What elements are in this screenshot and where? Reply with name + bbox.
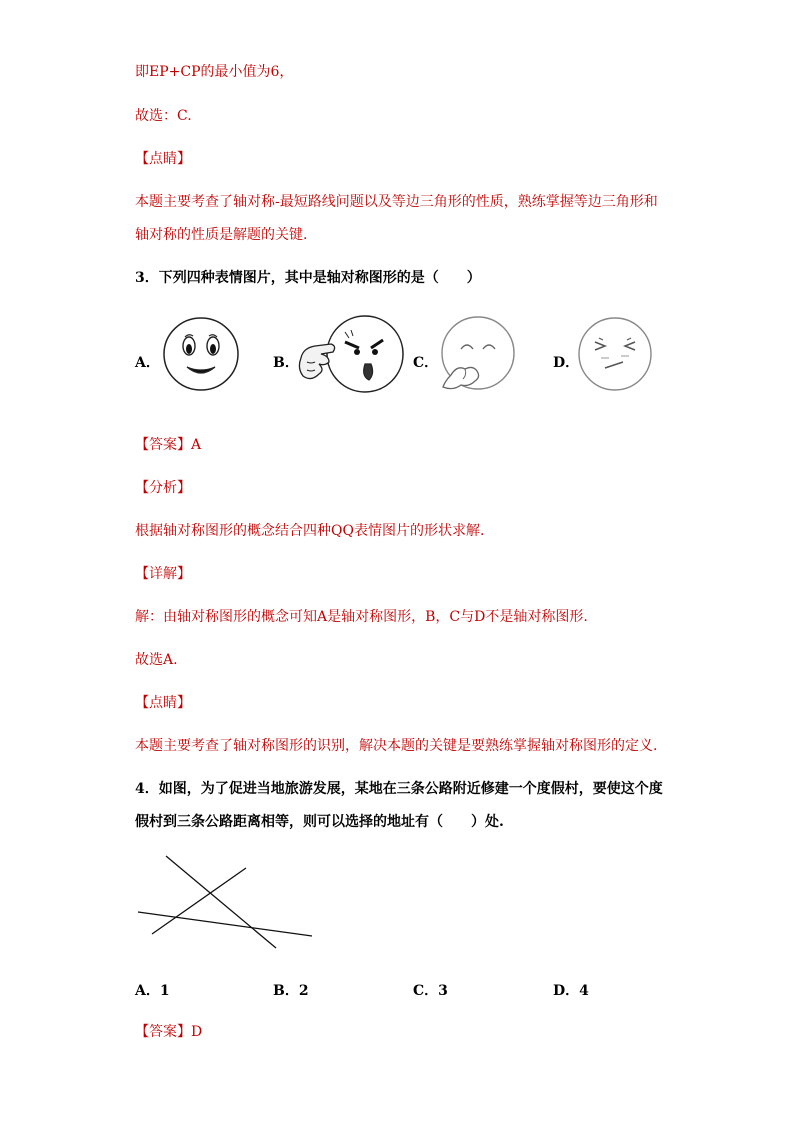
text-line: 本题主要考查了轴对称图形的识别，解决本题的关键是要熟练掌握轴对称图形的定义. xyxy=(135,738,658,754)
question-4-line-1: 4．如图，为了促进当地旅游发展，某地在三条公路附近修建一个度假村，要使这个度 xyxy=(135,781,663,797)
text-line: 故选A. xyxy=(135,652,178,668)
option-a: A．1 xyxy=(135,983,170,999)
squinting-face-image xyxy=(575,316,655,392)
answer-heading: 【答案】D xyxy=(135,1024,203,1040)
text-line: 本题主要考查了轴对称-最短路线问题以及等边三角形的性质，熟练掌握等边三角形和 xyxy=(135,194,658,210)
text-line: 即EP+CP的最小值为6， xyxy=(135,64,294,80)
section-heading: 【分析】 xyxy=(135,480,191,496)
text-line: 根据轴对称图形的概念结合四种QQ表情图片的形状求解. xyxy=(135,523,485,539)
option-d-label: D． xyxy=(553,355,580,371)
three-roads-figure xyxy=(130,850,320,950)
option-a-label: A． xyxy=(135,355,160,371)
option-c-label: C． xyxy=(413,355,439,371)
angry-pointing-face-image xyxy=(295,312,410,396)
section-heading: 【点睛】 xyxy=(135,695,191,711)
option-d: D．4 xyxy=(553,983,589,999)
option-c: C．3 xyxy=(413,983,448,999)
question-4-line-2: 假村到三条公路距离相等，则可以选择的地址有（ ）处. xyxy=(135,814,504,830)
section-heading: 【详解】 xyxy=(135,566,191,582)
option-b-label: B． xyxy=(273,355,299,371)
smiling-face-image xyxy=(160,315,242,393)
option-b: B．2 xyxy=(273,983,309,999)
question-3: 3．下列四种表情图片，其中是轴对称图形的是（ ） xyxy=(135,270,481,286)
section-heading: 【点睛】 xyxy=(135,151,191,167)
answer-heading: 【答案】A xyxy=(135,437,202,453)
text-line: 轴对称的性质是解题的关键. xyxy=(135,227,308,243)
covering-mouth-face-image xyxy=(433,315,517,395)
text-line: 故选：C. xyxy=(135,108,192,124)
text-line: 解：由轴对称图形的概念可知A是轴对称图形，B，C与D不是轴对称图形. xyxy=(135,609,588,625)
